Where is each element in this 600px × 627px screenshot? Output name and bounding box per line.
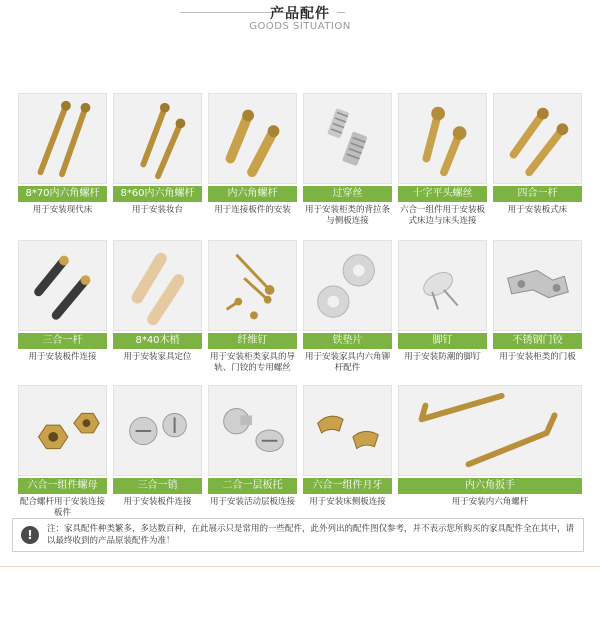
accessory-desc: 用于安装床侧板连接 [309,497,386,507]
hex-barrel-bolt-icon [208,93,297,184]
four-in-one-rod-icon [493,93,582,184]
shelf-support-icon [208,385,297,476]
long-hex-bolt-icon [18,93,107,184]
foot-nail-icon [398,240,487,331]
accessory-label: 三合一销 [113,478,202,494]
crescent-nut-icon [303,385,392,476]
accessory-desc: 用于安装家具定位 [123,352,192,362]
accessory-label: 十字平头螺丝 [398,186,487,202]
accessory-desc: 六合一组件用于安装板式床边与床头连接 [399,205,485,226]
accessory-desc: 用于安装柜类的背拉条与侧板连接 [304,205,390,226]
accessory-desc: 用于连接板件的安装 [214,205,291,215]
accessory-desc: 用于安装柜类家具的导轨、门铰的专用螺丝 [209,352,295,373]
accessory-label: 内六角扳手 [398,478,582,494]
washer-icon [303,240,392,331]
accessory-label: 六合一组件月牙 [303,478,392,494]
hex-bolt-icon [113,93,202,184]
wood-screw-icon [208,240,297,331]
accessory-label: 二合一层板托 [208,478,297,494]
accessory-label: 8*60内六角螺杆 [113,186,202,202]
door-hinge-icon [493,240,582,331]
accessory-label: 六合一组件螺母 [18,478,107,494]
accessory-label: 纤维钉 [208,333,297,349]
accessory-desc: 用于安装防潮的脚钉 [404,352,481,362]
accessory-label: 三合一杆 [18,333,107,349]
bottom-divider [0,566,600,567]
allen-key-icon [398,385,582,476]
wood-dowel-icon [113,240,202,331]
accessory-label: 不锈钢门铰 [493,333,582,349]
accessory-label: 8*40木梢 [113,333,202,349]
notice-box [12,518,584,552]
accessory-label: 内六角螺杆 [208,186,297,202]
accessory-desc: 用于安装板式床 [507,205,568,215]
warning-icon: ! [21,526,39,544]
threaded-insert-icon [303,93,392,184]
accessory-label: 8*70内六角螺杆 [18,186,107,202]
accessory-desc: 用于安装柜类的门板 [499,352,576,362]
accessory-desc: 配合螺杆用于安装连接板件 [19,497,105,518]
section-title: 产品配件 [270,6,330,22]
accessory-label: 脚钉 [398,333,487,349]
accessory-desc: 用于安装板件连接 [28,352,97,362]
accessory-desc: 用于安装现代床 [32,205,93,215]
section-subtitle: GOODS SITUATION [249,21,351,32]
accessory-desc: 用于安装家具内六角铆杆配件 [304,352,390,373]
accessory-label: 四合一杆 [493,186,582,202]
accessory-desc: 用于安装板件连接 [123,497,192,507]
accessory-label: 过穿丝 [303,186,392,202]
cam-lock-icon [113,385,202,476]
accessory-desc: 用于安装活动层板连接 [209,497,295,507]
three-in-one-rod-icon [18,240,107,331]
hex-nut-icon [18,385,107,476]
accessory-desc: 用于安装内六角螺杆 [451,497,529,507]
notice-text: 注：家具配件种类繁多，多达数百种，在此展示只是常用的一些配件，此外列出的配件图仅参考，并不表示您所购买的家具配件全在其中，请以最终收到的产品原装配件为准！ [47,524,575,546]
accessory-desc: 用于安装妆台 [131,205,183,215]
accessory-label: 铁垫片 [303,333,392,349]
phillips-screw-icon [398,93,487,184]
